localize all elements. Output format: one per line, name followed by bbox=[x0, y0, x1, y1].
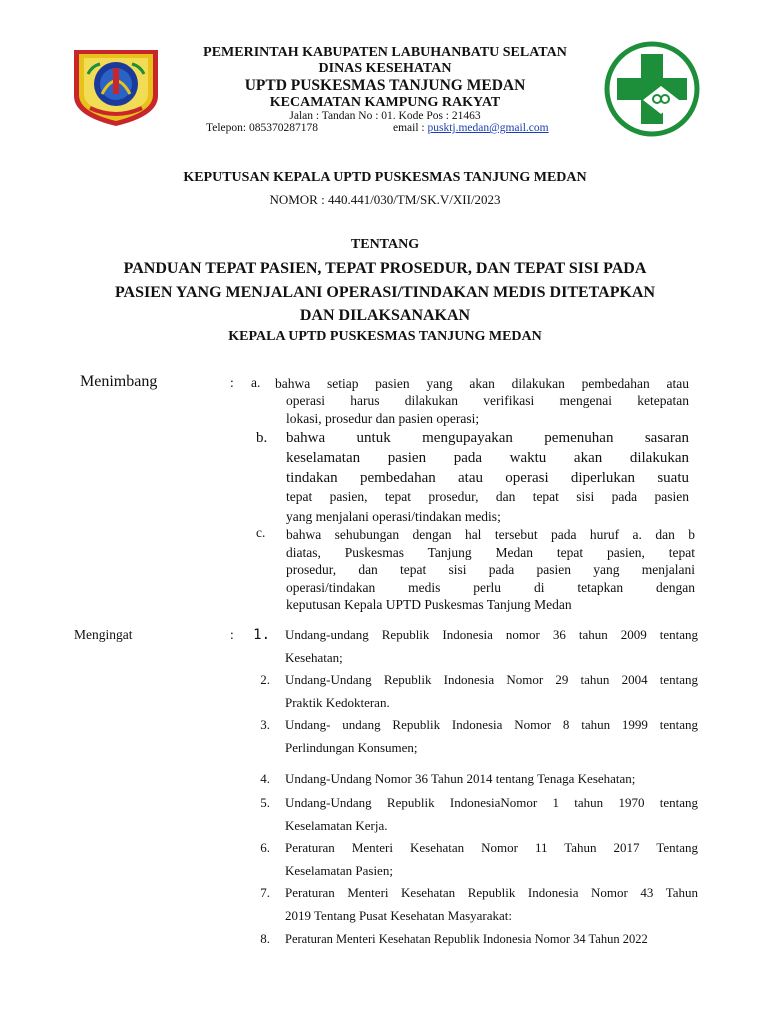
menimbang-c-line-2: diatas, Puskesmas Tanjung Medan tepat pasien, tepat bbox=[286, 544, 695, 560]
menimbang-c-text bbox=[286, 526, 695, 614]
mengingat-item-number: 8. bbox=[260, 931, 270, 946]
decree-subject-3: DAN DILAKSANAKAN bbox=[299, 307, 471, 324]
mengingat-item-text bbox=[285, 882, 698, 927]
decree-number: NOMOR : 440.441/030/TM/SK.V/XII/2023 bbox=[269, 192, 501, 207]
decree-title: KEPUTUSAN KEPALA UPTD PUSKESMAS TANJUNG MEDAN bbox=[183, 170, 587, 185]
mengingat-item-number: 7. bbox=[260, 885, 270, 900]
mengingat-item-line-2: 2019 Tentang Pusat Kesehatan Masyarakat: bbox=[285, 907, 513, 923]
menimbang-colon: : bbox=[230, 375, 234, 390]
mengingat-label: Mengingat bbox=[74, 627, 133, 642]
mengingat-item-line-1: Peraturan Menteri Kesehatan Republik Indonesia Nomor 43 Tahun bbox=[285, 885, 698, 900]
menimbang-a-line-1: bahwa setiap pasien yang akan dilakukan pembedahan atau bbox=[275, 376, 689, 391]
header-email-link[interactable]: pusktj.medan@gmail.com bbox=[427, 122, 549, 134]
mengingat-item-number: 2. bbox=[260, 672, 270, 687]
mengingat-item-line-2: Perlindungan Konsumen; bbox=[285, 739, 418, 755]
menimbang-b-marker: b. bbox=[256, 430, 268, 446]
mengingat-item-number: 1. bbox=[253, 627, 270, 643]
header-phone: Telepon: 085370287178 bbox=[206, 122, 318, 134]
mengingat-item-line-1: Undang-Undang Nomor 36 Tahun 2014 tentang Tenaga Kesehatan; bbox=[285, 771, 636, 786]
menimbang-b-line-5: yang menjalani operasi/tindakan medis; bbox=[286, 509, 501, 524]
menimbang-a-text bbox=[275, 375, 689, 393]
mengingat-item-number: 6. bbox=[260, 840, 270, 855]
mengingat-item-line-1: Peraturan Menteri Kesehatan Republik Indonesia Nomor 34 Tahun 2022 bbox=[285, 932, 648, 946]
decree-about: TENTANG bbox=[350, 237, 420, 252]
mengingat-item-line-2: Kesehatan; bbox=[285, 649, 343, 665]
mengingat-colon: : bbox=[230, 627, 234, 642]
menimbang-c-marker: c. bbox=[256, 525, 266, 540]
decree-subject-1: PANDUAN TEPAT PASIEN, TEPAT PROSEDUR, DAN TEPAT SISI PADA bbox=[123, 260, 647, 277]
decree-subject-2: PASIEN YANG MENJALANI OPERASI/TINDAKAN MEDIS DITETAPKAN bbox=[114, 284, 656, 301]
header-government: PEMERINTAH KABUPATEN LABUHANBATU SELATAN bbox=[203, 45, 567, 60]
header-email-line bbox=[393, 122, 549, 134]
mengingat-item-text bbox=[285, 837, 698, 882]
mengingat-item-number: 3. bbox=[260, 717, 270, 732]
mengingat-item-text bbox=[285, 768, 698, 791]
header-district: KECAMATAN KAMPUNG RAKYAT bbox=[269, 95, 501, 110]
mengingat-item-line-1: Peraturan Menteri Kesehatan Nomor 11 Tahun 2017 Tentang bbox=[285, 840, 698, 855]
mengingat-item-text bbox=[285, 792, 698, 837]
mengingat-item-text bbox=[285, 624, 698, 669]
mengingat-item-line-2: Keselamatan Pasien; bbox=[285, 862, 393, 878]
menimbang-b-text bbox=[286, 428, 689, 488]
header-email-label: email : bbox=[393, 122, 425, 134]
menimbang-b-line-1: bahwa untuk mengupayakan pemenuhan sasaran bbox=[286, 430, 689, 446]
menimbang-a-line-2: operasi harus dilakukan verifikasi mengenai ketepatan bbox=[286, 393, 689, 408]
header-department: DINAS KESEHATAN bbox=[318, 61, 452, 76]
decree-authority: KEPALA UPTD PUSKESMAS TANJUNG MEDAN bbox=[228, 329, 542, 344]
mengingat-item-line-1: Undang- undang Republik Indonesia Nomor 8 tahun 1999 tentang bbox=[285, 717, 698, 732]
mengingat-item-text bbox=[285, 714, 698, 759]
header-uptd: UPTD PUSKESMAS TANJUNG MEDAN bbox=[244, 77, 526, 94]
mengingat-item-line-2: Keselamatan Kerja. bbox=[285, 817, 388, 833]
menimbang-label: Menimbang bbox=[80, 373, 158, 390]
menimbang-b-line-2: keselamatan pasien pada waktu akan dilakukan bbox=[286, 450, 689, 466]
mengingat-item-line-1: Undang-undang Republik Indonesia nomor 36 tahun 2009 tentang bbox=[285, 627, 698, 642]
menimbang-a-cont bbox=[286, 392, 689, 427]
regency-shield-emblem-icon bbox=[70, 44, 162, 128]
menimbang-b-text-small bbox=[286, 487, 689, 527]
menimbang-c-line-4: operasi/tindakan medis perlu di tetapkan dengan bbox=[286, 579, 695, 595]
menimbang-a-line-3: lokasi, prosedur dan pasien operasi; bbox=[286, 410, 480, 426]
mengingat-item-line-1: Undang-Undang Republik IndonesiaNomor 1 tahun 1970 tentang bbox=[285, 795, 698, 810]
mengingat-item-text bbox=[285, 669, 698, 714]
mengingat-item-line-2: Praktik Kedokteran. bbox=[285, 694, 390, 710]
mengingat-item-text bbox=[285, 928, 698, 951]
menimbang-c-line-3: prosedur, dan tepat sisi pada pasien yang menjalani bbox=[286, 562, 695, 577]
mengingat-item-number: 5. bbox=[260, 795, 270, 810]
puskesmas-cross-logo-icon bbox=[603, 40, 701, 138]
menimbang-b-line-4: tepat pasien, tepat prosedur, dan tepat sisi pada pasien bbox=[286, 489, 689, 504]
mengingat-item-line-1: Undang-Undang Republik Indonesia Nomor 29 tahun 2004 tentang bbox=[285, 672, 698, 687]
header-address: Jalan : Tandan No : 01. Kode Pos : 21463 bbox=[289, 110, 481, 122]
mengingat-item-number: 4. bbox=[260, 771, 270, 786]
menimbang-a-marker: a. bbox=[251, 375, 261, 390]
menimbang-c-line-1: bahwa sehubungan dengan hal tersebut pada huruf a. dan b bbox=[286, 527, 695, 542]
menimbang-c-line-5: keputusan Kepala UPTD Puskesmas Tanjung Medan bbox=[286, 597, 572, 612]
menimbang-b-line-3: tindakan pembedahan atau operasi diperlukan suatu bbox=[286, 470, 689, 486]
